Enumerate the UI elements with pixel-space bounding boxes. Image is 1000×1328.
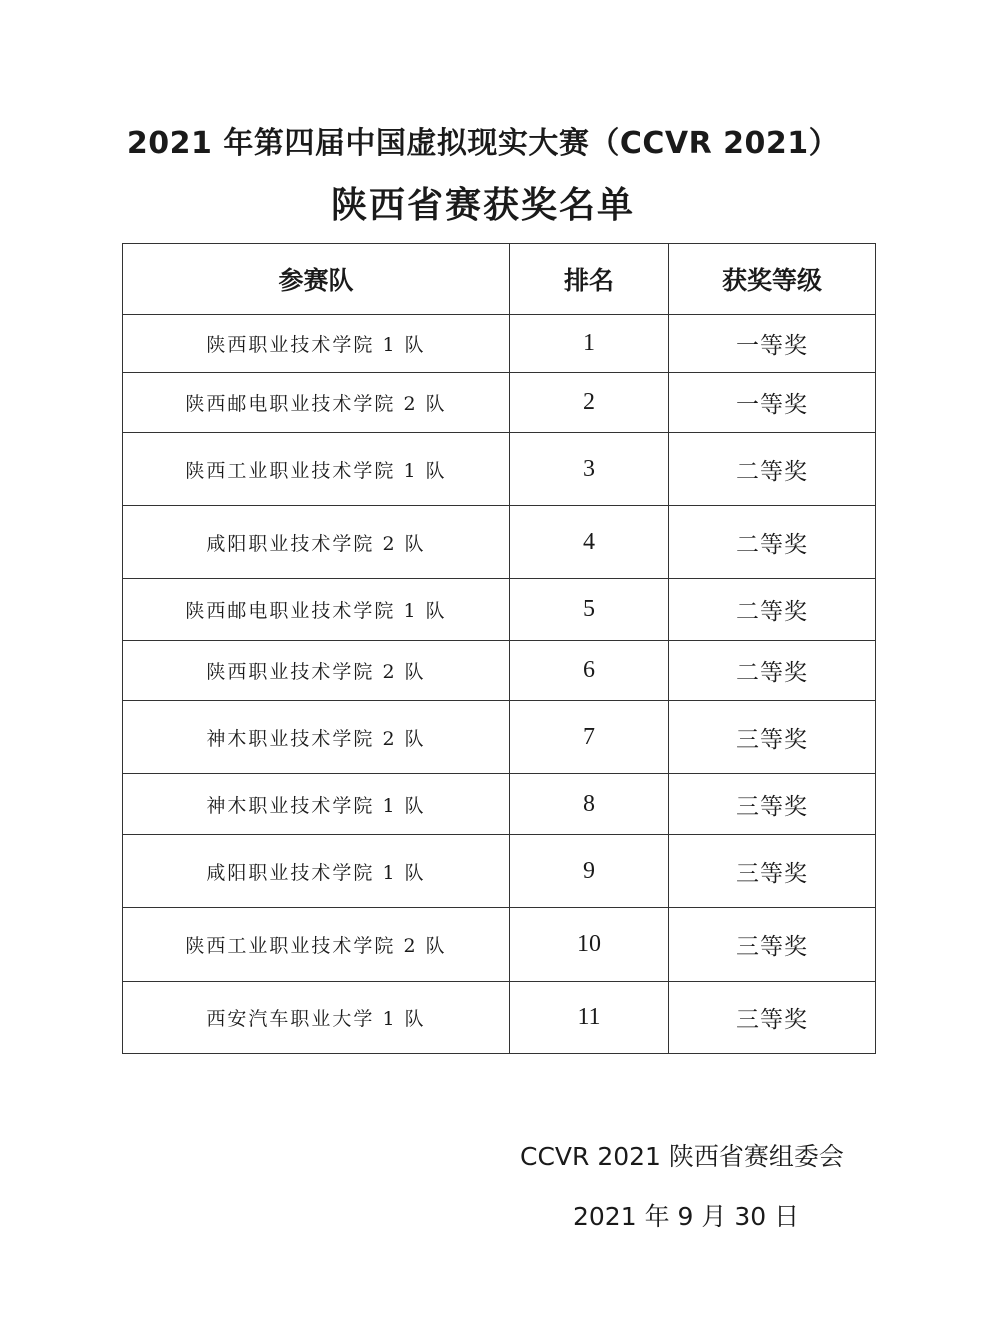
team-cell: 陕西邮电职业技术学院 2 队 [123, 373, 510, 433]
table-row [123, 982, 876, 1054]
award-level-cell: 一等奖 [669, 373, 876, 433]
document-subtitle: 陕西省赛获奖名单 [330, 185, 635, 226]
award-level-cell: 二等奖 [669, 433, 876, 506]
issue-date: 2021 年 9 月 30 日 [573, 1202, 800, 1231]
table-row [123, 701, 876, 774]
team-cell: 陕西邮电职业技术学院 1 队 [123, 579, 510, 641]
table-row [123, 433, 876, 506]
column-header-team: 参赛队 [123, 244, 510, 315]
rank-cell: 3 [510, 433, 669, 506]
award-level-cell: 三等奖 [669, 701, 876, 774]
team-cell: 陕西职业技术学院 2 队 [123, 641, 510, 701]
team-cell: 神木职业技术学院 2 队 [123, 701, 510, 774]
team-cell: 陕西工业职业技术学院 1 队 [123, 433, 510, 506]
rank-cell: 1 [510, 315, 669, 373]
award-level-cell: 三等奖 [669, 982, 876, 1054]
award-level-cell: 三等奖 [669, 835, 876, 908]
table-header-row [123, 244, 876, 315]
rank-cell: 5 [510, 579, 669, 641]
team-cell: 神木职业技术学院 1 队 [123, 774, 510, 835]
column-header-level: 获奖等级 [669, 244, 876, 315]
rank-cell: 11 [510, 982, 669, 1054]
award-level-cell: 一等奖 [669, 315, 876, 373]
rank-cell: 9 [510, 835, 669, 908]
team-cell: 咸阳职业技术学院 1 队 [123, 835, 510, 908]
table-row [123, 579, 876, 641]
award-level-cell: 三等奖 [669, 908, 876, 982]
table-row [123, 373, 876, 433]
rank-cell: 2 [510, 373, 669, 433]
team-cell: 陕西职业技术学院 1 队 [123, 315, 510, 373]
table-row [123, 908, 876, 982]
rank-cell: 10 [510, 908, 669, 982]
award-level-cell: 二等奖 [669, 506, 876, 579]
award-table [122, 243, 876, 1054]
award-level-cell: 二等奖 [669, 579, 876, 641]
rank-cell: 7 [510, 701, 669, 774]
table-row [123, 774, 876, 835]
award-level-cell: 二等奖 [669, 641, 876, 701]
table-row [123, 315, 876, 373]
team-cell: 咸阳职业技术学院 2 队 [123, 506, 510, 579]
column-header-rank: 排名 [510, 244, 669, 315]
rank-cell: 6 [510, 641, 669, 701]
document-title: 2021 年第四届中国虚拟现实大赛（CCVR 2021） [126, 126, 840, 161]
team-cell: 陕西工业职业技术学院 2 队 [123, 908, 510, 982]
rank-cell: 4 [510, 506, 669, 579]
award-level-cell: 三等奖 [669, 774, 876, 835]
rank-cell: 8 [510, 774, 669, 835]
organizer-signature: CCVR 2021 陕西省赛组委会 [520, 1142, 844, 1171]
team-cell: 西安汽车职业大学 1 队 [123, 982, 510, 1054]
table-row [123, 506, 876, 579]
table-row [123, 835, 876, 908]
table-row [123, 641, 876, 701]
